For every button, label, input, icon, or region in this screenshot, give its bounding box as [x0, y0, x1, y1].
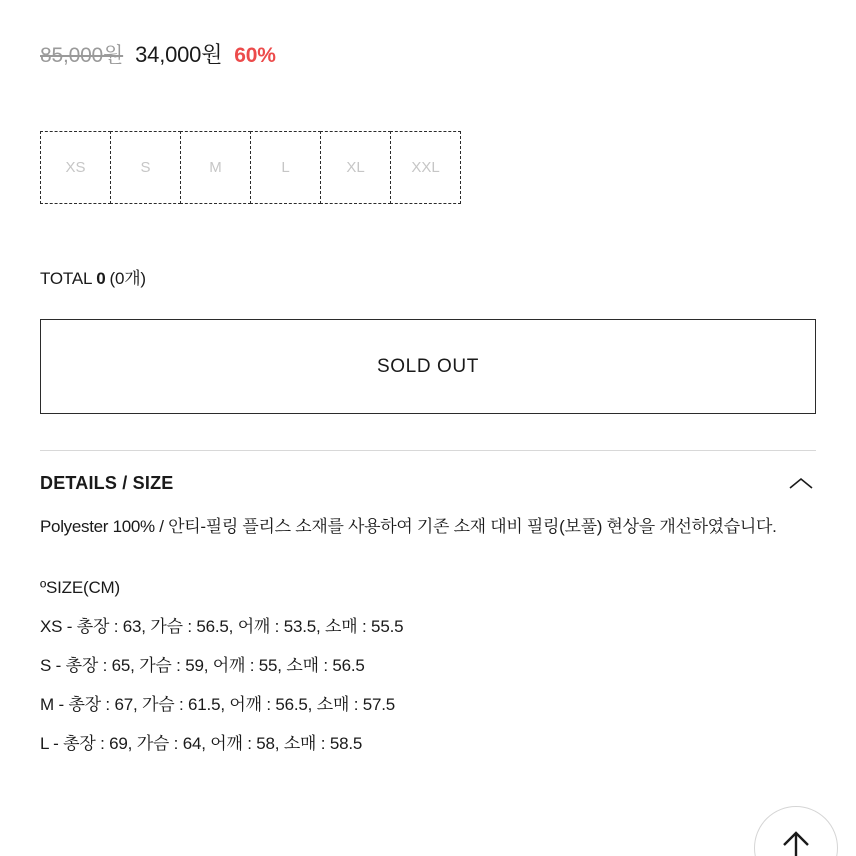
size-option-s[interactable] [110, 131, 181, 204]
chevron-up-icon[interactable] [786, 474, 816, 494]
sold-out-button[interactable] [40, 319, 816, 414]
size-option-label: XXL [411, 159, 440, 176]
arrow-up-icon [779, 828, 813, 856]
size-option-label: S [140, 159, 151, 176]
original-price: 85,000원 [40, 44, 124, 67]
total-label: TOTAL [40, 269, 93, 288]
discount-rate: 60% [234, 44, 276, 67]
size-chart-line: XS - 총장 : 63, 가슴 : 56.5, 어깨 : 53.5, 소매 : 55.5 [40, 616, 404, 636]
size-option-xl[interactable] [320, 131, 391, 204]
sold-out-label: SOLD OUT [377, 355, 479, 377]
size-option-label: M [209, 159, 222, 176]
size-chart-line: L - 총장 : 69, 가슴 : 64, 어깨 : 58, 소매 : 58.5 [40, 733, 363, 753]
details-description: Polyester 100% / 안티-필링 플리스 소재를 사용하여 기존 소재 대비 필링(보풀) 현상을 개선하였습니다. [40, 517, 777, 536]
size-chart-line: S - 총장 : 65, 가슴 : 59, 어깨 : 55, 소매 : 56.5 [40, 655, 365, 675]
size-option-l[interactable] [250, 131, 321, 204]
sale-price: 34,000원 [135, 42, 223, 67]
size-selector [40, 131, 816, 204]
size-option-m[interactable] [180, 131, 251, 204]
size-option-xxl[interactable] [390, 131, 461, 204]
total-unit: (0개) [109, 269, 146, 288]
size-option-label: L [281, 159, 290, 176]
section-divider [40, 450, 816, 451]
total-count: 0 [96, 269, 106, 288]
details-title: DETAILS / SIZE [40, 473, 174, 493]
size-option-label: XL [346, 159, 365, 176]
size-chart-heading: ºSIZE(CM) [40, 577, 120, 597]
total-row [40, 264, 816, 289]
scroll-to-top-button[interactable] [754, 806, 838, 856]
price-row [40, 0, 816, 69]
size-chart-line: M - 총장 : 67, 가슴 : 61.5, 어깨 : 56.5, 소매 : 57.5 [40, 694, 396, 714]
size-option-label: XS [65, 159, 86, 176]
details-section-header[interactable] [40, 473, 816, 494]
size-option-xs[interactable] [40, 131, 111, 204]
